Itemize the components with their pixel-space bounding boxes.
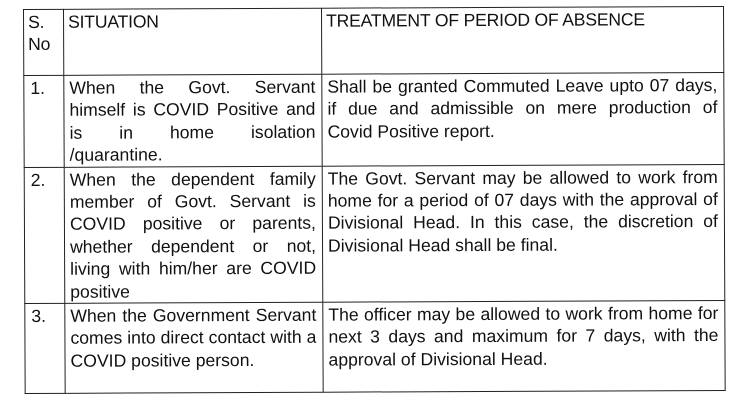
header-sno: S. No — [24, 9, 64, 75]
row-treatment: The officer may be allowed to work from home for next 3 days and maximum for 7 days, with the approval of Divisional Head. — [323, 301, 725, 393]
absence-treatment-table — [23, 6, 726, 394]
row-situation: When the Govt. Servant himself is COVID Positive and is in home isolation /quarantine. — [64, 74, 322, 167]
header-situation: SITUATION — [64, 8, 322, 75]
row-sno: 3. — [25, 303, 65, 393]
table-row — [24, 72, 724, 167]
row-sno: 1. — [24, 75, 64, 167]
table-row — [24, 164, 725, 303]
row-sno: 2. — [24, 167, 65, 304]
row-treatment: The Govt. Servant may be allowed to work from home for a period of 07 days with the approval of Divisional Head. In this case, the discretion of Divisional Head shall be final. — [322, 164, 725, 302]
header-treatment: TREATMENT OF PERIOD OF ABSENCE — [321, 6, 723, 74]
row-situation: When the Government Servant comes into direct contact with a COVID positive person. — [65, 302, 323, 393]
row-situation: When the dependent family member of Govt. Servant is COVID positive or parents, whether dependent or not, living with him/her are COVID positive — [64, 166, 323, 304]
table-row — [25, 301, 725, 394]
table-header-row — [24, 6, 724, 75]
row-treatment: Shall be granted Commuted Leave upto 07 days, if due and admissible on mere production of Covid Positive report. — [322, 72, 724, 165]
